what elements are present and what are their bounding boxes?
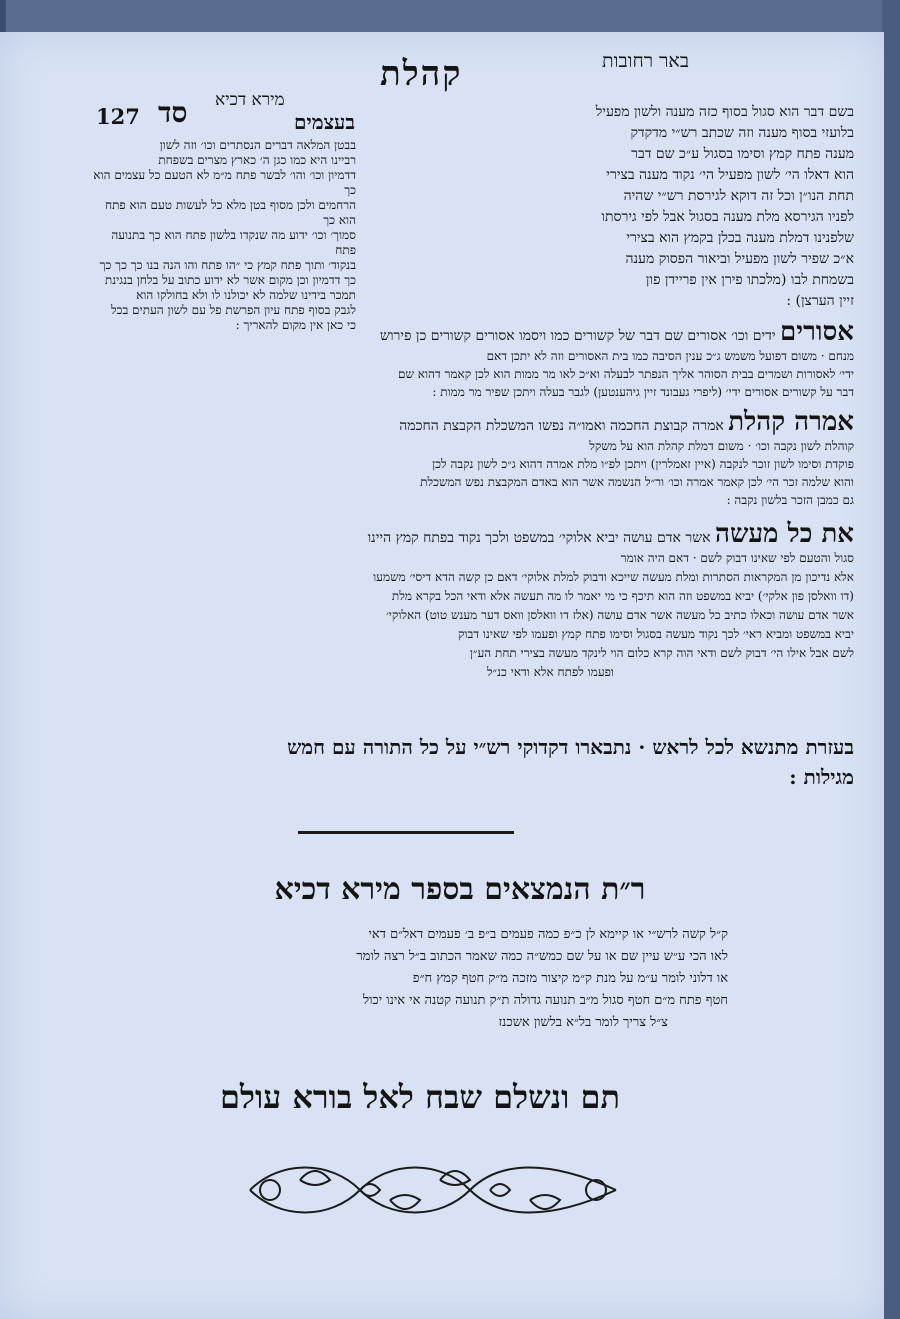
running-header-right: באר רחובות <box>602 50 689 72</box>
left-line: כי כאן אין מקום להאריך : <box>235 318 356 332</box>
section-lead-word: אמרה קהלת <box>728 407 854 437</box>
page-shadow-right <box>882 0 900 1319</box>
right-line: זיין הערצן) : <box>786 293 854 309</box>
section-line: סגול והטעם לפי שאינו דבוק לשם · דאם היה אומר <box>620 551 854 565</box>
section-first-line <box>92 407 854 437</box>
ornament-loop <box>530 1195 560 1209</box>
right-line: בשמחת לבו (מלכתו פירן אין פריידן פון <box>645 272 854 288</box>
section-first-line <box>92 519 854 549</box>
ornament-loop <box>360 1184 380 1196</box>
appendix-line: לאו הכי ע״ש עיין שם או על שם כמש״ה כמה שאמר הכתוב ב״ל רצה לומר <box>356 949 728 964</box>
appendix-line: חטף פתח מ״ם חטף סגול מ״ב תנועה גדולה ת״ק תנועה קטנה אי אינו יכול <box>362 993 728 1008</box>
section-line: ידי׳ לאסורות ושמרים בבית הסוהר אליך הנפתר לבעלה וא״כ לאו מר ממות הוא לכן קאמר דהוא שם <box>397 367 854 381</box>
section-line: מנחם · משום דפועל משמש ג״כ ענין הסיבה כמו בית האסורים וזה לא יתכן דאם <box>486 349 854 363</box>
running-header-left: מירא דכיא <box>215 90 285 110</box>
section-first-line <box>92 317 854 347</box>
appendix-line: או דלוני לומר ע״מ על מנת ק״מ קיצור מזכה מ״ק חטף קמץ ח״פ <box>412 971 728 986</box>
flourish-ornament <box>240 1150 626 1230</box>
left-line: כך דדמיון וכן מקום אשר לא ידוע כתוב על בלחן בנגינת <box>104 273 356 287</box>
closing-note <box>92 732 854 792</box>
appendix-text <box>88 924 728 1034</box>
right-line: מענה פתח קמץ וסימו בסגול ע״כ שם דבר <box>631 146 854 162</box>
section-line: אשר אדם עושה וכאלו כתיב כל מעשה אשר אדם עושה (אלז דו וואלסן וואס דער מענש טוט) האלוקי׳ <box>385 608 854 622</box>
section-lead-word: אסורים <box>780 317 854 347</box>
section-line: גם כמבן הזכר בלשון נקבה : <box>726 493 854 507</box>
section-line: יביא במשפט ומביא ראי׳ לכך נקוד מעשה בסגול וסימו פתח קמץ ופעמו לפי שאינו דבוק <box>458 627 854 641</box>
closing-note-line: בעזרת מתנשא לכל לראש · נתבארו דקדוקי רש״י על כל התורה עם חמש <box>287 735 854 759</box>
commentary-section <box>92 407 854 509</box>
closing-note-line: מגילות : <box>789 765 854 789</box>
section-first-text: אשר אדם עושה יביא אלוקי׳ במשפט ולכך נקוד בפתח קמץ היינו <box>367 530 711 546</box>
right-line: הוא דאלו הי׳ לשון מפעיל הי׳ נקוד מענה בצירי <box>606 167 854 183</box>
left-line: הרחמים ולכן מסוף בטן מלא כל לעשות טעם הוא פתח הוא כך <box>104 198 356 227</box>
running-header-center: קהלת <box>380 54 463 94</box>
ornament-loop <box>390 1195 420 1209</box>
left-line: סמוך׳ וכו׳ ידוע מה שנקדו בלשון פתח הוא כך בתנועה פתח <box>111 228 356 257</box>
commentary-section <box>92 519 854 682</box>
section-line: דבר על קשורים אסורים ידי׳ (ליפרי געבונד זיין גיהענטען) לגבר בעלה ויתכן שפיר מר ממות : <box>432 385 854 399</box>
appendix-title: ר״ת הנמצאים בספר מירא דכיא <box>274 872 646 907</box>
right-line: א״כ שפיר לשון מפעיל וביאור הפסוק מענה <box>625 251 854 267</box>
appendix-line: ק״ל קשה לרש״י או קיימא לן כ״פ כמה פעמים ב״פ ב׳ פעמים דאל״ם דאי <box>368 927 728 942</box>
ornament-swirl <box>260 1180 280 1200</box>
right-column-text <box>372 102 854 312</box>
section-first-text: ידים וכו׳ אסורים שם דבר של קשורים כמו ויסמו אסורים קשורים כן פירוש <box>380 328 776 344</box>
ornament-swirl <box>586 1180 606 1200</box>
section-line: אלא נדיכון מן המקראות הסתרות ומלת מעשה שייכא ודבוק למלת אלוקי׳ דאם כן קשה הדא דיסי׳ משמעו <box>373 570 854 584</box>
appendix-line: צ״ל צריך לומר בל״א בלשון אשכנז <box>498 1015 668 1030</box>
section-line: פוקדת וסימו לשון זוכר לנקבה (איין זאמלרין) ויתכן לפ״ו מלת אמרה דהוא ג״כ לשון נקבה לכן <box>432 457 854 471</box>
right-line: לפניו הגירסא מלת מענה בסגול אבל לפי גירסתו <box>601 209 854 225</box>
right-line: בשם דבר הוא סגול בסוף כזה מענה ולשון מפעיל <box>595 104 854 120</box>
left-column-heading: בעצמים <box>293 110 355 134</box>
ornament-loop <box>490 1184 510 1196</box>
section-lead-word: את כל מעשה <box>714 519 854 549</box>
left-line: לגבק בסוף פתח עיון הפרשת פל עם לשון העתים בכל <box>110 303 356 317</box>
left-line: דדמיון וכו׳ והו׳ לבשר פתח מ״מ לא הטעם כל עצמים הוא כך <box>93 168 356 197</box>
ornament-loop <box>300 1171 330 1185</box>
page-number: 127 <box>96 104 140 129</box>
right-line: תחת הנו״ן וכל זה דוקא לגירסת רש״י שהיה <box>623 188 854 204</box>
left-line: בנקוד׳ ותוך פתח קמץ כי ״הו פתח והו הנה בנו כך כך כך <box>99 258 356 272</box>
section-line: (דו וואלסן פון אלקי׳) יביא במשפט וזה הוא תיכף כי מי יאמר לו מה תעשה אלא ודאי הכל בקרא מלת <box>391 589 854 603</box>
section-line: קוהלת לשון נקבה וכו׳ · משום דמלת קהלת הוא על משקל <box>589 439 854 453</box>
right-line: שלפנינו דמלת מענה בכלן בקמץ הוא בצירי <box>626 230 854 246</box>
commentary-section <box>92 317 854 401</box>
left-column-text <box>92 138 356 333</box>
left-line: בבטן המלאה דברים הנסתרים וכו׳ וזה לשון <box>159 138 356 152</box>
left-line: תמכר בידינו שלמה לא יכולנו לו ולא בחולקו הוא <box>136 288 356 302</box>
section-line: לשם אבל אילו הי׳ דבוק לשם ודאי הוה קרא כלום הוי לינקד מעשה בצירי תחת הע״ן <box>469 646 854 660</box>
section-number: סד <box>158 96 188 129</box>
section-line: והוא שלמה זכר הי׳ לכן קאמר אמרה וכו׳ ור״ל הנשמה אשר הוא באדם המקבצת נפש המשכלת <box>420 475 854 489</box>
section-first-text: אמרה קבוצת החכמה ואמו״ה נפשו המשכלת הקבצת החכמה <box>399 418 724 434</box>
book-page <box>0 32 884 1319</box>
section-divider <box>298 831 514 834</box>
right-line: בלועזי בסוף מענה וזה שכתב רש״י מדקדק <box>630 125 854 141</box>
left-line: רביינו היא כמו כגן ה׳ כארץ מצרים בשפחת <box>158 153 356 167</box>
section-line: ופעמו לפתח אלא ודאי כנ״ל <box>486 665 614 679</box>
final-colophon: תם ונשלם שבח לאל בורא עולם <box>220 1078 620 1116</box>
